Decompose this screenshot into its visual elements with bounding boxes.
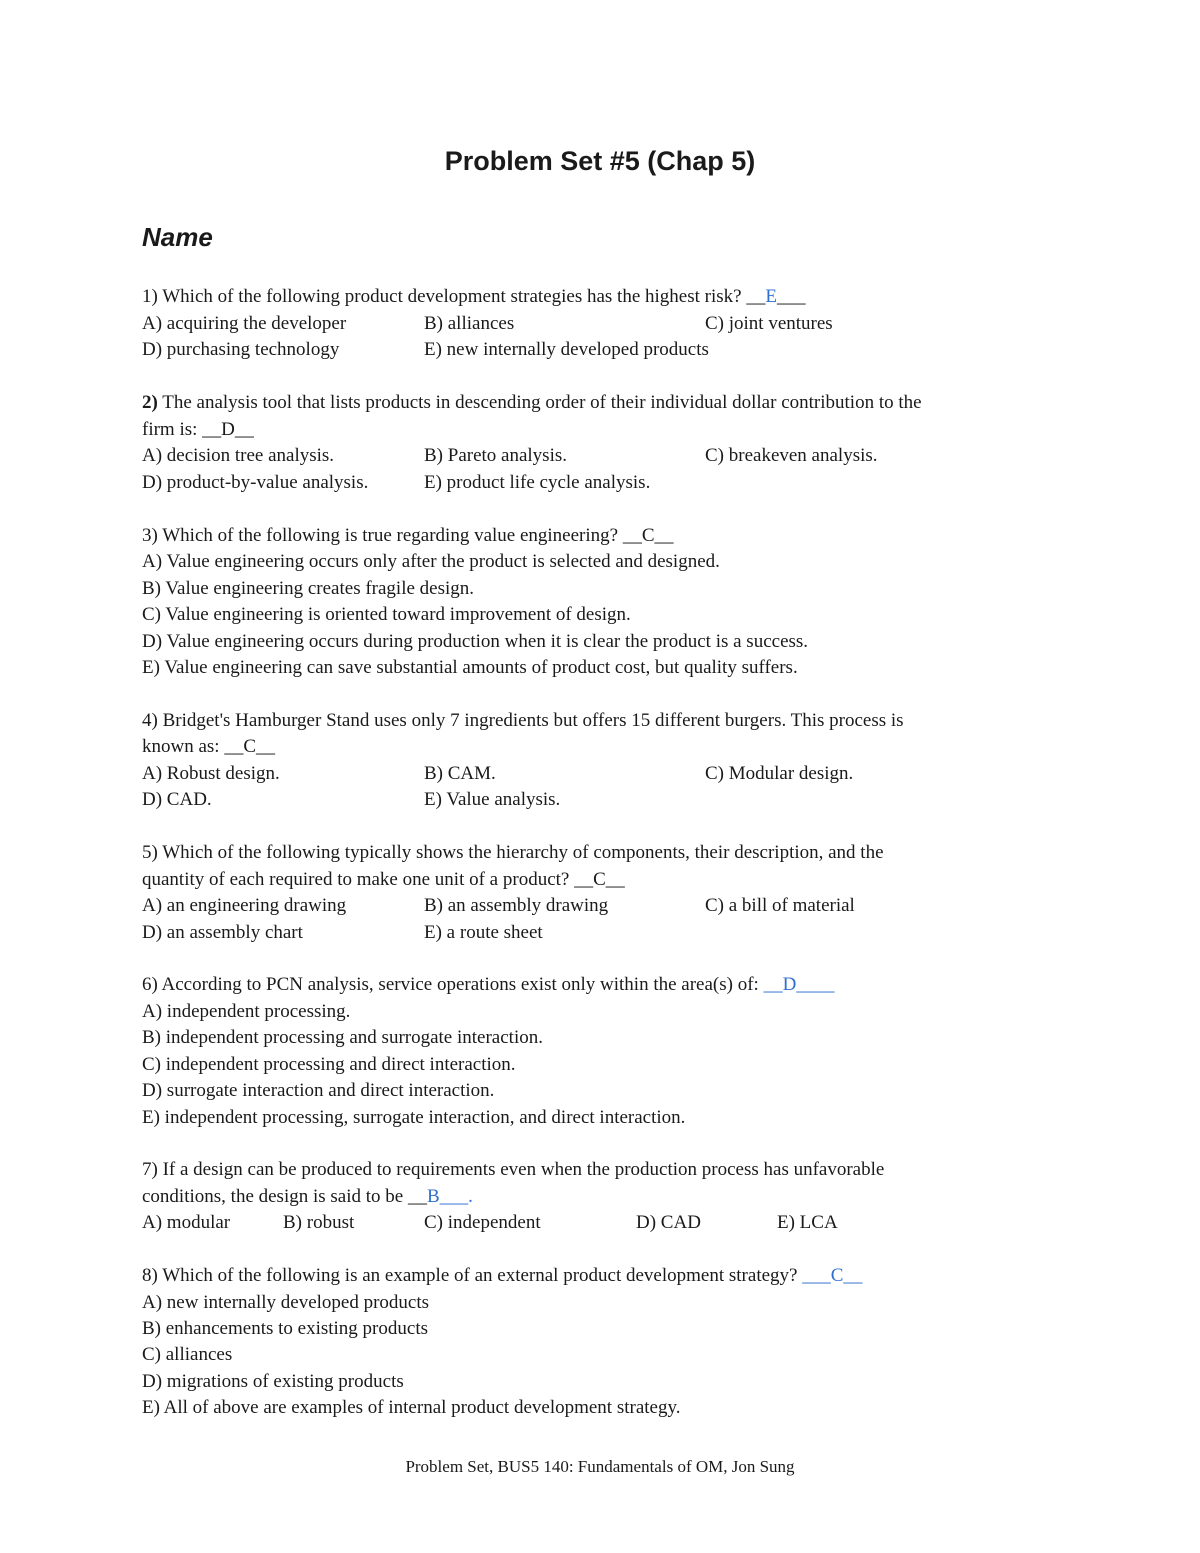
question-2: 2) The analysis tool that lists products in descending order of their individual dollar contribution to the	[142, 392, 922, 413]
option-d: D) Value engineering occurs during production when it is clear the product is a success.	[142, 631, 809, 652]
option-a: A) independent processing.	[142, 1001, 351, 1022]
option-d: D) CAD	[636, 1212, 701, 1233]
question-8: 8) Which of the following is an example of an external product development strategy? ___C__	[142, 1265, 863, 1286]
option-b: B) CAM.	[424, 763, 496, 784]
question-text: 8) Which of the following is an example of an external product development strategy?	[142, 1265, 798, 1286]
option-c: C) a bill of material	[705, 895, 855, 916]
option-c: C) Modular design.	[705, 763, 854, 784]
answer-mark: D	[782, 974, 797, 995]
option-c: C) alliances	[142, 1344, 233, 1365]
option-b: B) robust	[283, 1212, 355, 1233]
option-c: C) Value engineering is oriented toward improvement of design.	[142, 604, 631, 625]
question-7: 7) If a design can be produced to requirements even when the production process has unfavorable	[142, 1159, 885, 1180]
option-d: D) migrations of existing products	[142, 1371, 404, 1392]
question-2-line-2: firm is: __D__	[142, 419, 254, 440]
question-5: 5) Which of the following typically shows the hierarchy of components, their description, and the	[142, 842, 884, 863]
question-4: 4) Bridget's Hamburger Stand uses only 7 ingredients but offers 15 different burgers. This process is	[142, 710, 904, 731]
option-c: C) independent processing and direct interaction.	[142, 1054, 516, 1075]
option-a: A) Value engineering occurs only after the product is selected and designed.	[142, 551, 720, 572]
page-footer: Problem Set, BUS5 140: Fundamentals of OM, Jon Sung	[405, 1457, 795, 1476]
question-text: 6) According to PCN analysis, service operations exist only within the area(s) of:	[142, 974, 759, 995]
option-a: A) Robust design.	[142, 763, 280, 784]
option-c: C) breakeven analysis.	[705, 445, 878, 466]
question-number: 2)	[142, 392, 158, 413]
answer-mark: B	[426, 1186, 440, 1207]
option-e: E) product life cycle analysis.	[424, 472, 651, 493]
option-a: A) an engineering drawing	[142, 895, 347, 916]
option-b: B) an assembly drawing	[424, 895, 609, 916]
option-b: B) enhancements to existing products	[142, 1318, 428, 1339]
option-e: E) a route sheet	[424, 922, 543, 943]
option-b: B) alliances	[424, 313, 515, 334]
question-6: 6) According to PCN analysis, service operations exist only within the area(s) of: __D____	[142, 974, 835, 995]
question-7-line-2: conditions, the design is said to be __B___.	[142, 1186, 473, 1207]
option-b: B) Pareto analysis.	[424, 445, 568, 466]
option-d: D) CAD.	[142, 789, 212, 810]
option-e: E) LCA	[777, 1212, 838, 1233]
question-text: 1) Which of the following product development strategies has the highest risk?	[142, 286, 742, 307]
option-e: E) new internally developed products	[424, 339, 709, 360]
option-c: C) joint ventures	[705, 313, 833, 334]
question-1: 1) Which of the following product development strategies has the highest risk? __E___	[142, 286, 806, 307]
option-a: A) acquiring the developer	[142, 313, 347, 334]
option-d: D) product-by-value analysis.	[142, 472, 369, 493]
option-a: A) decision tree analysis.	[142, 445, 335, 466]
option-e: E) Value analysis.	[424, 789, 561, 810]
question-3: 3) Which of the following is true regarding value engineering? __C__	[142, 525, 674, 546]
answer-mark: E	[765, 286, 777, 307]
page-title: Problem Set #5 (Chap 5)	[444, 146, 756, 176]
option-b: B) independent processing and surrogate interaction.	[142, 1027, 543, 1048]
option-a: A) modular	[142, 1212, 231, 1233]
option-e: E) All of above are examples of internal product development strategy.	[142, 1397, 681, 1418]
option-a: A) new internally developed products	[142, 1292, 430, 1313]
option-e: E) independent processing, surrogate interaction, and direct interaction.	[142, 1107, 686, 1128]
option-e: E) Value engineering can save substantial amounts of product cost, but quality suffers.	[142, 657, 798, 678]
option-d: D) purchasing technology	[142, 339, 340, 360]
question-5-line-2: quantity of each required to make one unit of a product? __C__	[142, 869, 625, 890]
option-c: C) independent	[424, 1212, 541, 1233]
option-d: D) surrogate interaction and direct interaction.	[142, 1080, 495, 1101]
option-d: D) an assembly chart	[142, 922, 303, 943]
question-4-line-2: known as: __C__	[142, 736, 275, 757]
option-b: B) Value engineering creates fragile design.	[142, 578, 475, 599]
name-label: Name	[142, 222, 213, 252]
answer-mark: C	[830, 1265, 844, 1286]
